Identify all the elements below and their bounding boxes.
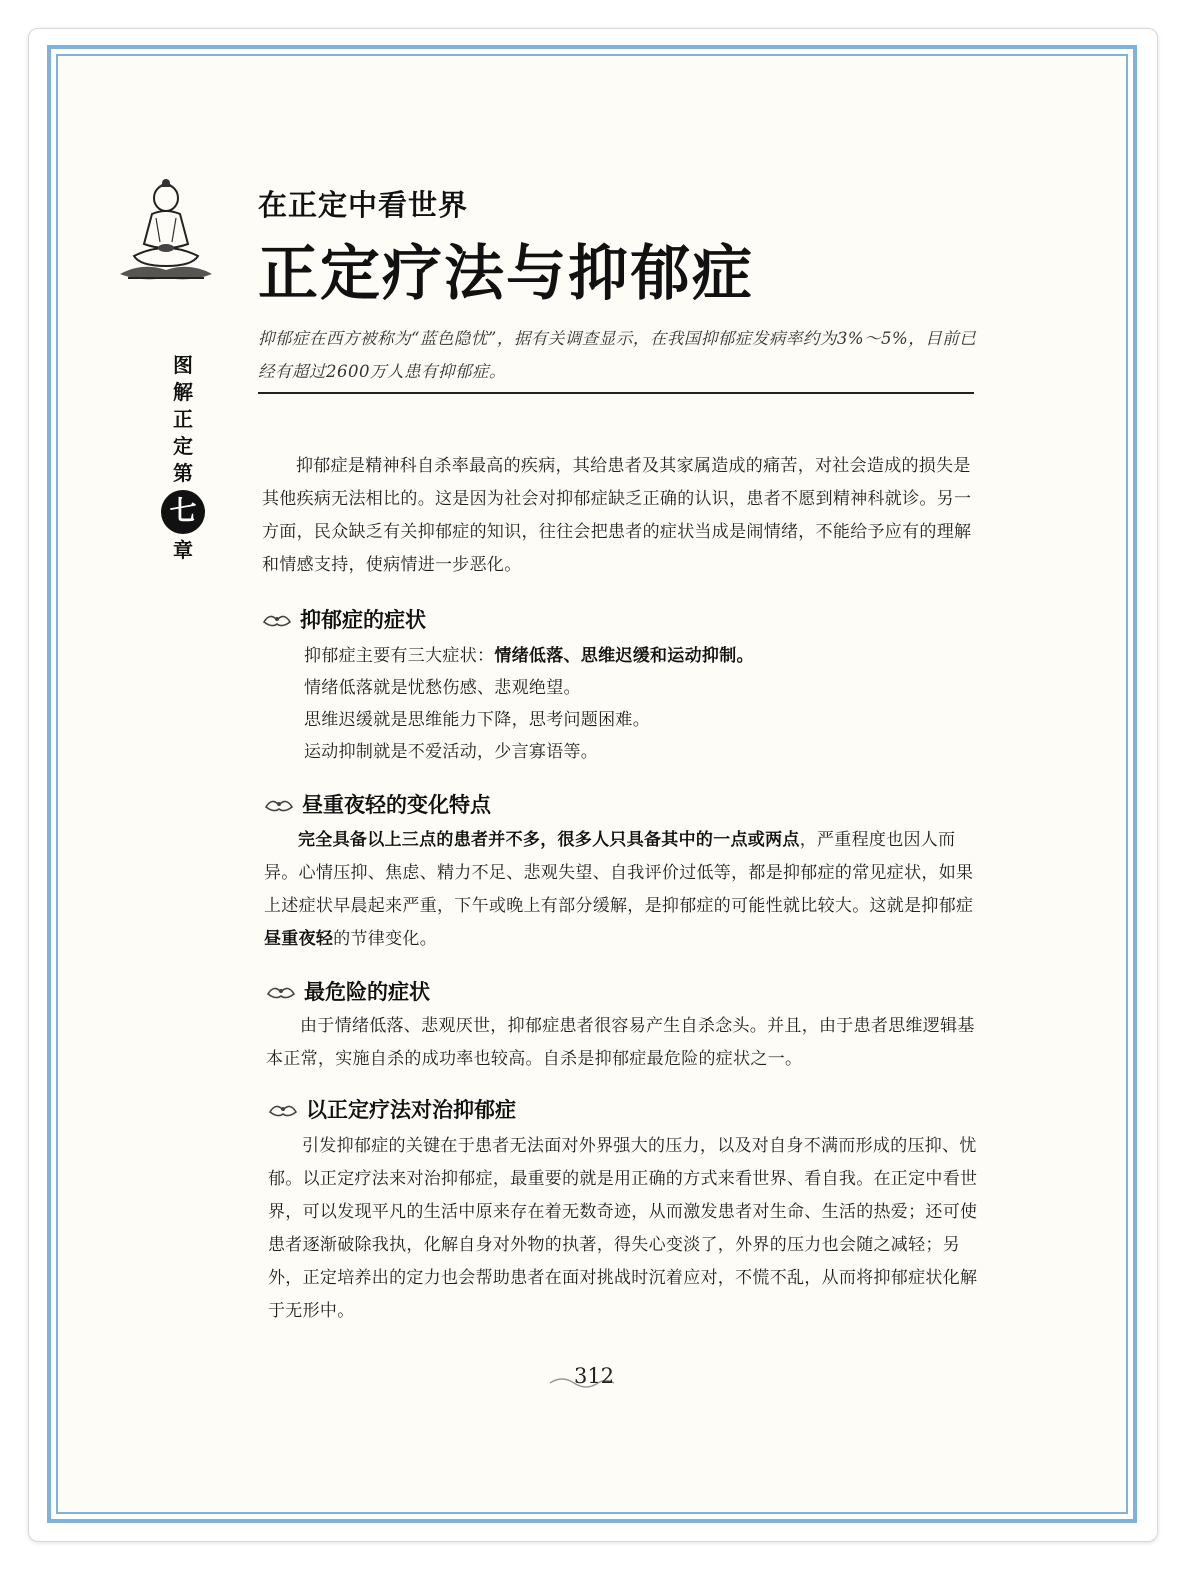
section-heading-text: 以正定疗法对治抑郁症	[306, 1097, 516, 1122]
section-paragraph: 由于情绪低落、悲观厌世，抑郁症患者很容易产生自杀念头。并且，由于患者思维逻辑基本正常，实施自杀的成功率也较高。自杀是抑郁症最危险的症状之一。	[266, 1016, 975, 1069]
lotus-ornament-icon	[262, 608, 292, 630]
list-item: 情绪低落就是忧愁伤感、悲观绝望。	[304, 678, 581, 698]
intro-summary: 抑郁症在西方被称为“蓝色隐忧”，据有关调查显示，在我国抑郁症发病率约为3%～5%，目前已经有超过2600万人患有抑郁症。	[258, 329, 977, 381]
opening-paragraph: 抑郁症是精神科自杀率最高的疾病，其给患者及其家属造成的痛苦，对社会造成的损失是其他疾病无法相比的。这是因为社会对抑郁症缺乏正确的认识，患者不愿到精神科就诊。另一方面，民众缺乏有关抑郁症的知识，往往会把患者的症状当成是闹情绪，不能给予应有的理解和情感支持，使病情进一步恶化。	[262, 456, 972, 575]
section-heading-text: 最危险的症状	[304, 979, 430, 1004]
section-heading	[262, 604, 426, 634]
section-heading	[264, 789, 491, 819]
page-title: 正定疗法与抑郁症	[258, 239, 754, 309]
section-heading	[268, 1094, 516, 1124]
list-item	[304, 640, 978, 672]
section-heading	[266, 976, 430, 1006]
sidebar-char: 章	[173, 538, 193, 562]
chapter-number-badge: 七	[161, 490, 205, 534]
sidebar-char: 正	[173, 407, 193, 431]
symptom-list	[304, 640, 978, 768]
list-item: 运动抑制就是不爱活动，少言寡语等。	[304, 742, 599, 762]
section-heading-text: 抑郁症的症状	[300, 607, 426, 632]
lotus-ornament-icon	[268, 1098, 298, 1120]
lotus-ornament-icon	[264, 793, 294, 815]
list-lead-bold: 情绪低落、思维迟缓和运动抑制。	[494, 646, 754, 666]
paragraph-text: ，严重程度也因人而异。心情压抑、焦虑、精力不足、悲观失望、自我评价过低等，都是抑郁症的常见症状，如果上述症状早晨起来严重，下午或晚上有部分缓解，是抑郁症的可能性就比较大。这就是抑郁症	[264, 830, 974, 916]
bold-phrase: 完全具备以上三点的患者并不多，很多人只具备其中的一点或两点	[298, 830, 800, 850]
sidebar-char: 图	[173, 353, 193, 377]
list-item: 思维迟缓就是思维能力下降，思考问题困难。	[304, 710, 650, 730]
sidebar-char: 定	[173, 434, 193, 458]
list-lead-text: 抑郁症主要有三大症状：	[304, 646, 495, 666]
sidebar-char: 第	[173, 461, 193, 485]
page-number: 312	[573, 1364, 615, 1388]
lotus-ornament-icon	[266, 980, 296, 1002]
section-kicker: 在正定中看世界	[258, 188, 469, 222]
sidebar-char: 解	[173, 380, 193, 404]
section-paragraph: 引发抑郁症的关键在于患者无法面对外界强大的压力，以及对自身不满而形成的压抑、忧郁。以正定疗法来对治抑郁症，最重要的就是用正确的方式来看世界、看自我。在正定中看世界，可以发现平凡的生活中原来存在着无数奇迹，从而激发患者对生命、生活的热爱；还可使患者逐渐破除我执，化解自身对外物的执著，得失心变淡了，外界的压力也会随之减轻；另外，正定培养出的定力也会帮助患者在面对挑战时沉着应对，不慌不乱，从而将抑郁症状化解于无形中。	[268, 1136, 978, 1321]
bold-phrase: 昼重夜轻	[264, 929, 334, 949]
paragraph-text: 的节律变化。	[333, 929, 438, 949]
buddha-figure-icon	[112, 178, 220, 286]
section-paragraph	[264, 824, 980, 956]
section-heading-text: 昼重夜轻的变化特点	[302, 792, 491, 817]
title-divider	[258, 392, 974, 394]
chapter-sidebar	[168, 352, 198, 564]
